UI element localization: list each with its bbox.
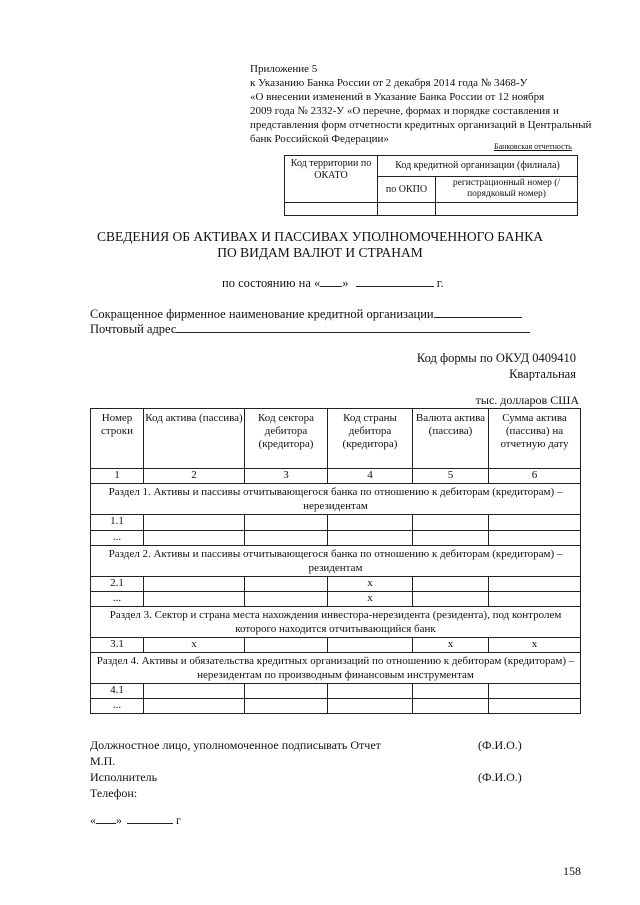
header-row-number: Номер строки xyxy=(91,409,144,469)
okpo-header: по ОКПО xyxy=(378,177,436,203)
table-cell[interactable] xyxy=(245,531,328,546)
form-code-block xyxy=(417,350,576,382)
table-cell[interactable] xyxy=(144,684,245,699)
table-cell[interactable] xyxy=(328,684,413,699)
table-cell[interactable] xyxy=(413,684,489,699)
periodicity: Квартальная xyxy=(509,367,576,381)
table-cell[interactable] xyxy=(144,577,245,592)
postal-address-blank[interactable] xyxy=(176,321,530,333)
table-cell[interactable] xyxy=(328,699,413,714)
table-cell[interactable] xyxy=(245,638,328,653)
x-mark: x xyxy=(328,592,413,607)
credit-org-code-header: Код кредитной организации (филиала) xyxy=(378,156,578,177)
col-number: 6 xyxy=(489,469,581,484)
table-cell[interactable] xyxy=(413,515,489,531)
territory-code-header: Код территории по ОКАТО xyxy=(285,156,378,203)
table-cell[interactable] xyxy=(413,699,489,714)
date-suffix: г xyxy=(176,813,181,827)
form-code: Код формы по ОКУД 0409410 xyxy=(416,351,576,365)
table-cell[interactable] xyxy=(489,699,581,714)
x-mark: x xyxy=(413,638,489,653)
appendix-line: представления форм отчетности кредитных организаций в Центральный xyxy=(250,119,592,131)
appendix-header xyxy=(250,62,600,146)
date-day-blank[interactable] xyxy=(96,812,116,824)
appendix-line: Приложение 5 xyxy=(250,63,318,75)
as-of-prefix: по состоянию на « xyxy=(222,276,321,290)
date-footer xyxy=(90,812,181,828)
reg-number-cell[interactable] xyxy=(436,203,578,216)
codes-table xyxy=(284,155,578,216)
row-number: ... xyxy=(91,699,144,714)
table-cell[interactable] xyxy=(144,515,245,531)
date-close: » xyxy=(116,813,122,827)
col-number: 5 xyxy=(413,469,489,484)
table-cell[interactable] xyxy=(413,592,489,607)
executor-label: Исполнитель xyxy=(90,770,158,784)
postal-address-line xyxy=(90,321,530,337)
col-number: 3 xyxy=(245,469,328,484)
table-cell[interactable] xyxy=(489,684,581,699)
as-of-day-blank[interactable] xyxy=(320,275,342,287)
row-number: 2.1 xyxy=(91,577,144,592)
appendix-line: «О внесении изменений в Указание Банка России от 12 ноября xyxy=(250,91,545,103)
executor-fio: (Ф.И.О.) xyxy=(478,770,522,784)
as-of-month-blank[interactable] xyxy=(356,275,434,287)
section-2-header: Раздел 2. Активы и пассивы отчитывающегося банка по отношению к дебиторам (кредиторам) – резидентам xyxy=(91,546,581,577)
header-sector-code: Код сектора дебитора (кредитора) xyxy=(245,409,328,469)
col-number: 2 xyxy=(144,469,245,484)
as-of-suffix: г. xyxy=(436,276,444,290)
table-cell[interactable] xyxy=(489,515,581,531)
as-of-mid: » xyxy=(342,276,349,290)
row-number: 1.1 xyxy=(91,515,144,531)
row-number: 3.1 xyxy=(91,638,144,653)
date-open: « xyxy=(90,813,96,827)
x-mark: x xyxy=(328,577,413,592)
section-3-header: Раздел 3. Сектор и страна места нахождения инвестора-нерезидента (резидента), под контролем которого находится отчитывающийся банк xyxy=(91,607,581,638)
appendix-line: к Указанию Банка России от 2 декабря 2014 года № 3468-У xyxy=(250,77,528,89)
table-cell[interactable] xyxy=(413,531,489,546)
col-number: 1 xyxy=(91,469,144,484)
table-cell[interactable] xyxy=(144,699,245,714)
table-cell[interactable] xyxy=(245,592,328,607)
row-number: ... xyxy=(91,531,144,546)
appendix-line: 2009 года № 2332-У «О перечне, формах и порядке составления и xyxy=(250,105,559,117)
as-of-date xyxy=(222,275,444,291)
row-number: ... xyxy=(91,592,144,607)
header-asset-code: Код актива (пассива) xyxy=(144,409,245,469)
document-title xyxy=(0,229,640,261)
org-name-label: Сокращенное фирменное наименование кредитной организации xyxy=(90,307,434,321)
okpo-cell[interactable] xyxy=(378,203,436,216)
phone-label: Телефон: xyxy=(90,786,138,800)
territory-code-cell[interactable] xyxy=(285,203,378,216)
appendix-line: банк Российской Федерации» xyxy=(250,133,389,145)
header-country-code: Код страны дебитора (кредитора) xyxy=(328,409,413,469)
official-label: Должностное лицо, уполномоченное подписывать Отчет xyxy=(90,738,381,752)
table-cell[interactable] xyxy=(245,577,328,592)
header-amount: Сумма актива (пассива) на отчетную дату xyxy=(489,409,581,469)
units-label: тыс. долларов США xyxy=(475,393,579,407)
x-mark: x xyxy=(144,638,245,653)
postal-address-label: Почтовый адрес xyxy=(90,322,177,336)
table-cell[interactable] xyxy=(489,577,581,592)
org-name-line xyxy=(90,306,522,322)
table-cell[interactable] xyxy=(328,531,413,546)
table-cell[interactable] xyxy=(144,592,245,607)
date-month-blank[interactable] xyxy=(127,812,173,824)
org-name-blank[interactable] xyxy=(434,306,522,318)
x-mark: x xyxy=(489,638,581,653)
reg-number-header: регистрационный номер (/порядковый номер) xyxy=(436,177,578,203)
table-cell[interactable] xyxy=(328,515,413,531)
col-number: 4 xyxy=(328,469,413,484)
section-1-header: Раздел 1. Активы и пассивы отчитывающегося банка по отношению к дебиторам (кредиторам) – нерезидентам xyxy=(91,484,581,515)
table-cell[interactable] xyxy=(489,531,581,546)
table-cell[interactable] xyxy=(144,531,245,546)
main-table xyxy=(90,408,581,714)
table-cell[interactable] xyxy=(413,577,489,592)
section-4-header: Раздел 4. Активы и обязательства кредитных организаций по отношению к дебиторам (кредиторам) – нерезидентам по производным финансовым инструментам xyxy=(91,653,581,684)
header-currency: Валюта актива (пассива) xyxy=(413,409,489,469)
title-line-2: ПО ВИДАМ ВАЛЮТ И СТРАНАМ xyxy=(217,245,423,260)
table-cell[interactable] xyxy=(245,515,328,531)
signature-block xyxy=(90,738,560,802)
stamp-label: М.П. xyxy=(90,754,116,768)
table-cell[interactable] xyxy=(245,699,328,714)
title-line-1: СВЕДЕНИЯ ОБ АКТИВАХ И ПАССИВАХ УПОЛНОМОЧЕННОГО БАНКА xyxy=(96,229,544,244)
page-number: 158 xyxy=(563,864,581,878)
table-cell[interactable] xyxy=(489,592,581,607)
table-cell[interactable] xyxy=(245,684,328,699)
row-number: 4.1 xyxy=(91,684,144,699)
table-cell[interactable] xyxy=(328,638,413,653)
bank-reporting-label: Банковская отчетность xyxy=(494,142,572,151)
official-fio: (Ф.И.О.) xyxy=(478,738,522,752)
